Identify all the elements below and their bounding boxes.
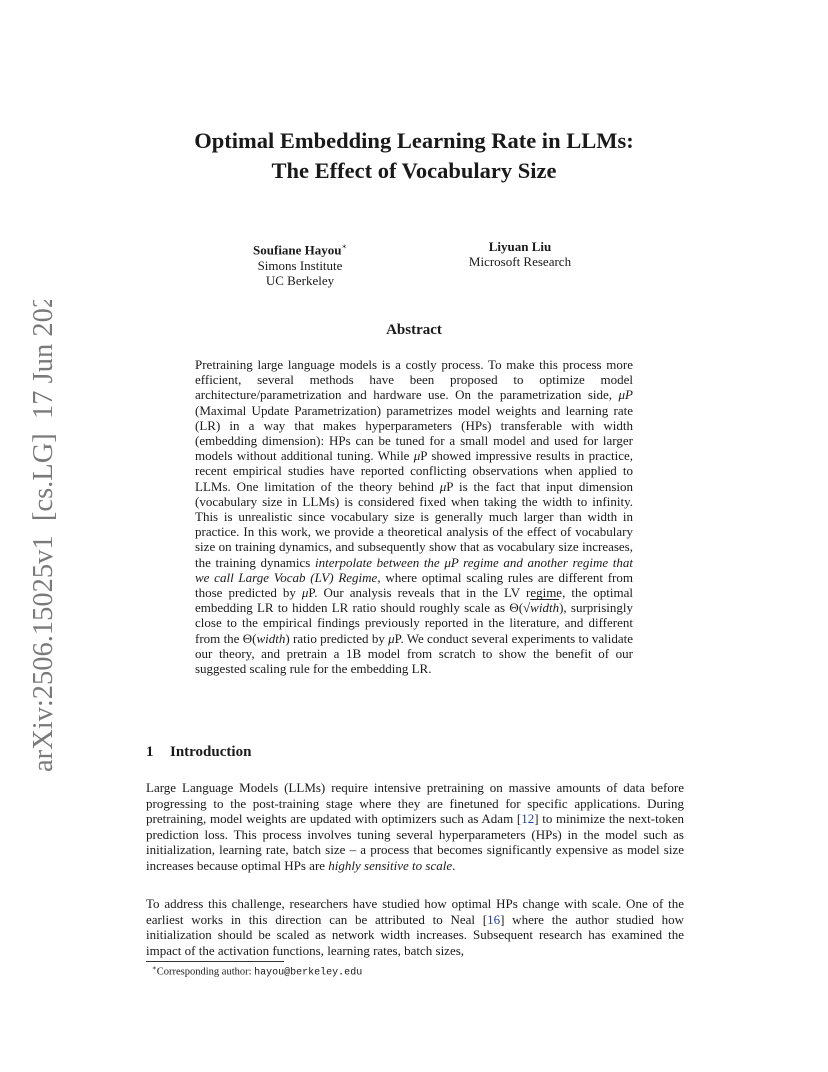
author-name: Liyuan Liu: [488, 239, 552, 254]
arxiv-identifier-text: arXiv:2506.15025v1 [cs.LG] 17 Jun 2025: [28, 300, 59, 772]
section-title: Introduction: [170, 744, 252, 760]
title-line-1: Optimal Embedding Learning Rate in LLMs:: [194, 128, 634, 153]
author-name: Soufiane Hayou: [253, 242, 342, 258]
paper-title: [100, 126, 728, 186]
footnote-email[interactable]: hayou@berkeley.edu: [254, 967, 363, 979]
intro-paragraph-1: Large Language Models (LLMs) require intensive pretraining on massive amounts of data before progressing to the post-training stage where they are finetuned for specific applications. During pretraining, model weights are updated with optimizers such as Adam [12] to minimize the next-token prediction loss. This process involves tuning several hyperparameters (HPs) in the model such as initialization, learning rate, batch size – a process that becomes significantly expensive as model size increases because optimal HPs are highly sensitive to scale.: [146, 780, 684, 873]
author-block-1: [225, 239, 375, 289]
arxiv-identifier-stamp: [4, 300, 68, 780]
abstract-body: Pretraining large language models is a costly process. To make this process more efficient, several methods have been proposed to optimize model architecture/parametrization and hardware use. On the parametrization side, μP (Maximal Update Parametrization) parametrizes model weights and learning rate (LR) in a way that makes hyperparameters (HPs) transferable with width (embedding dimension): HPs can be tuned for a small model and used for larger models without additional tuning. While μP showed impressive results in practice, recent empirical studies have reported conflicting observations when applied to LLMs. One limitation of the theory behind μP is the fact that input dimension (vocabulary size in LLMs) is considered fixed when taking the width to infinity. This is unrealistic since vocabulary size is generally much larger than width in practice. In this work, we provide a theoretical analysis of the effect of vocabulary size on training dynamics, and subsequently show that as vocabulary size increases, the training dynamics interpolate between the μP regime and another regime that we call Large Vocab (LV) Regime, where optimal scaling rules are different from those predicted by μP. Our analysis reveals that in the LV regime, the optimal embedding LR to hidden LR ratio should roughly scale as Θ(√width), surprisingly close to the empirical findings previously reported in the literature, and different from the Θ(width) ratio predicted by μP. We conduct several experiments to validate our theory, and pretrain a 1B model from scratch to show the benefit of our suggested scaling rule for the embedding LR.: [195, 357, 634, 677]
author-footnote-mark: ∗: [341, 242, 347, 251]
section-heading-introduction: [146, 744, 251, 761]
author-affiliation: Microsoft Research: [468, 254, 572, 270]
abstract-heading: Abstract: [386, 322, 442, 338]
intro-paragraph-2: To address this challenge, researchers have studied how optimal HPs change with scale. One of the earliest works in this direction can be attributed to Neal [16] where the author studied how initialization should be scaled as network width increases. Subsequent research has examined the impact of the activation functions, learning rates, batch sizes,: [146, 896, 684, 958]
section-number: 1: [146, 744, 154, 760]
footnote-mark: ∗: [152, 964, 157, 972]
citation-link[interactable]: 16: [487, 911, 501, 927]
author-affiliation: UC Berkeley: [265, 273, 335, 289]
author-affiliation: Simons Institute: [257, 257, 343, 273]
footnote: [152, 964, 362, 979]
citation-link[interactable]: 12: [521, 811, 535, 826]
title-line-2: The Effect of Vocabulary Size: [271, 158, 557, 183]
footnote-divider: [146, 961, 284, 962]
footnote-text: Corresponding author:: [156, 966, 255, 978]
author-block-2: [440, 239, 600, 270]
